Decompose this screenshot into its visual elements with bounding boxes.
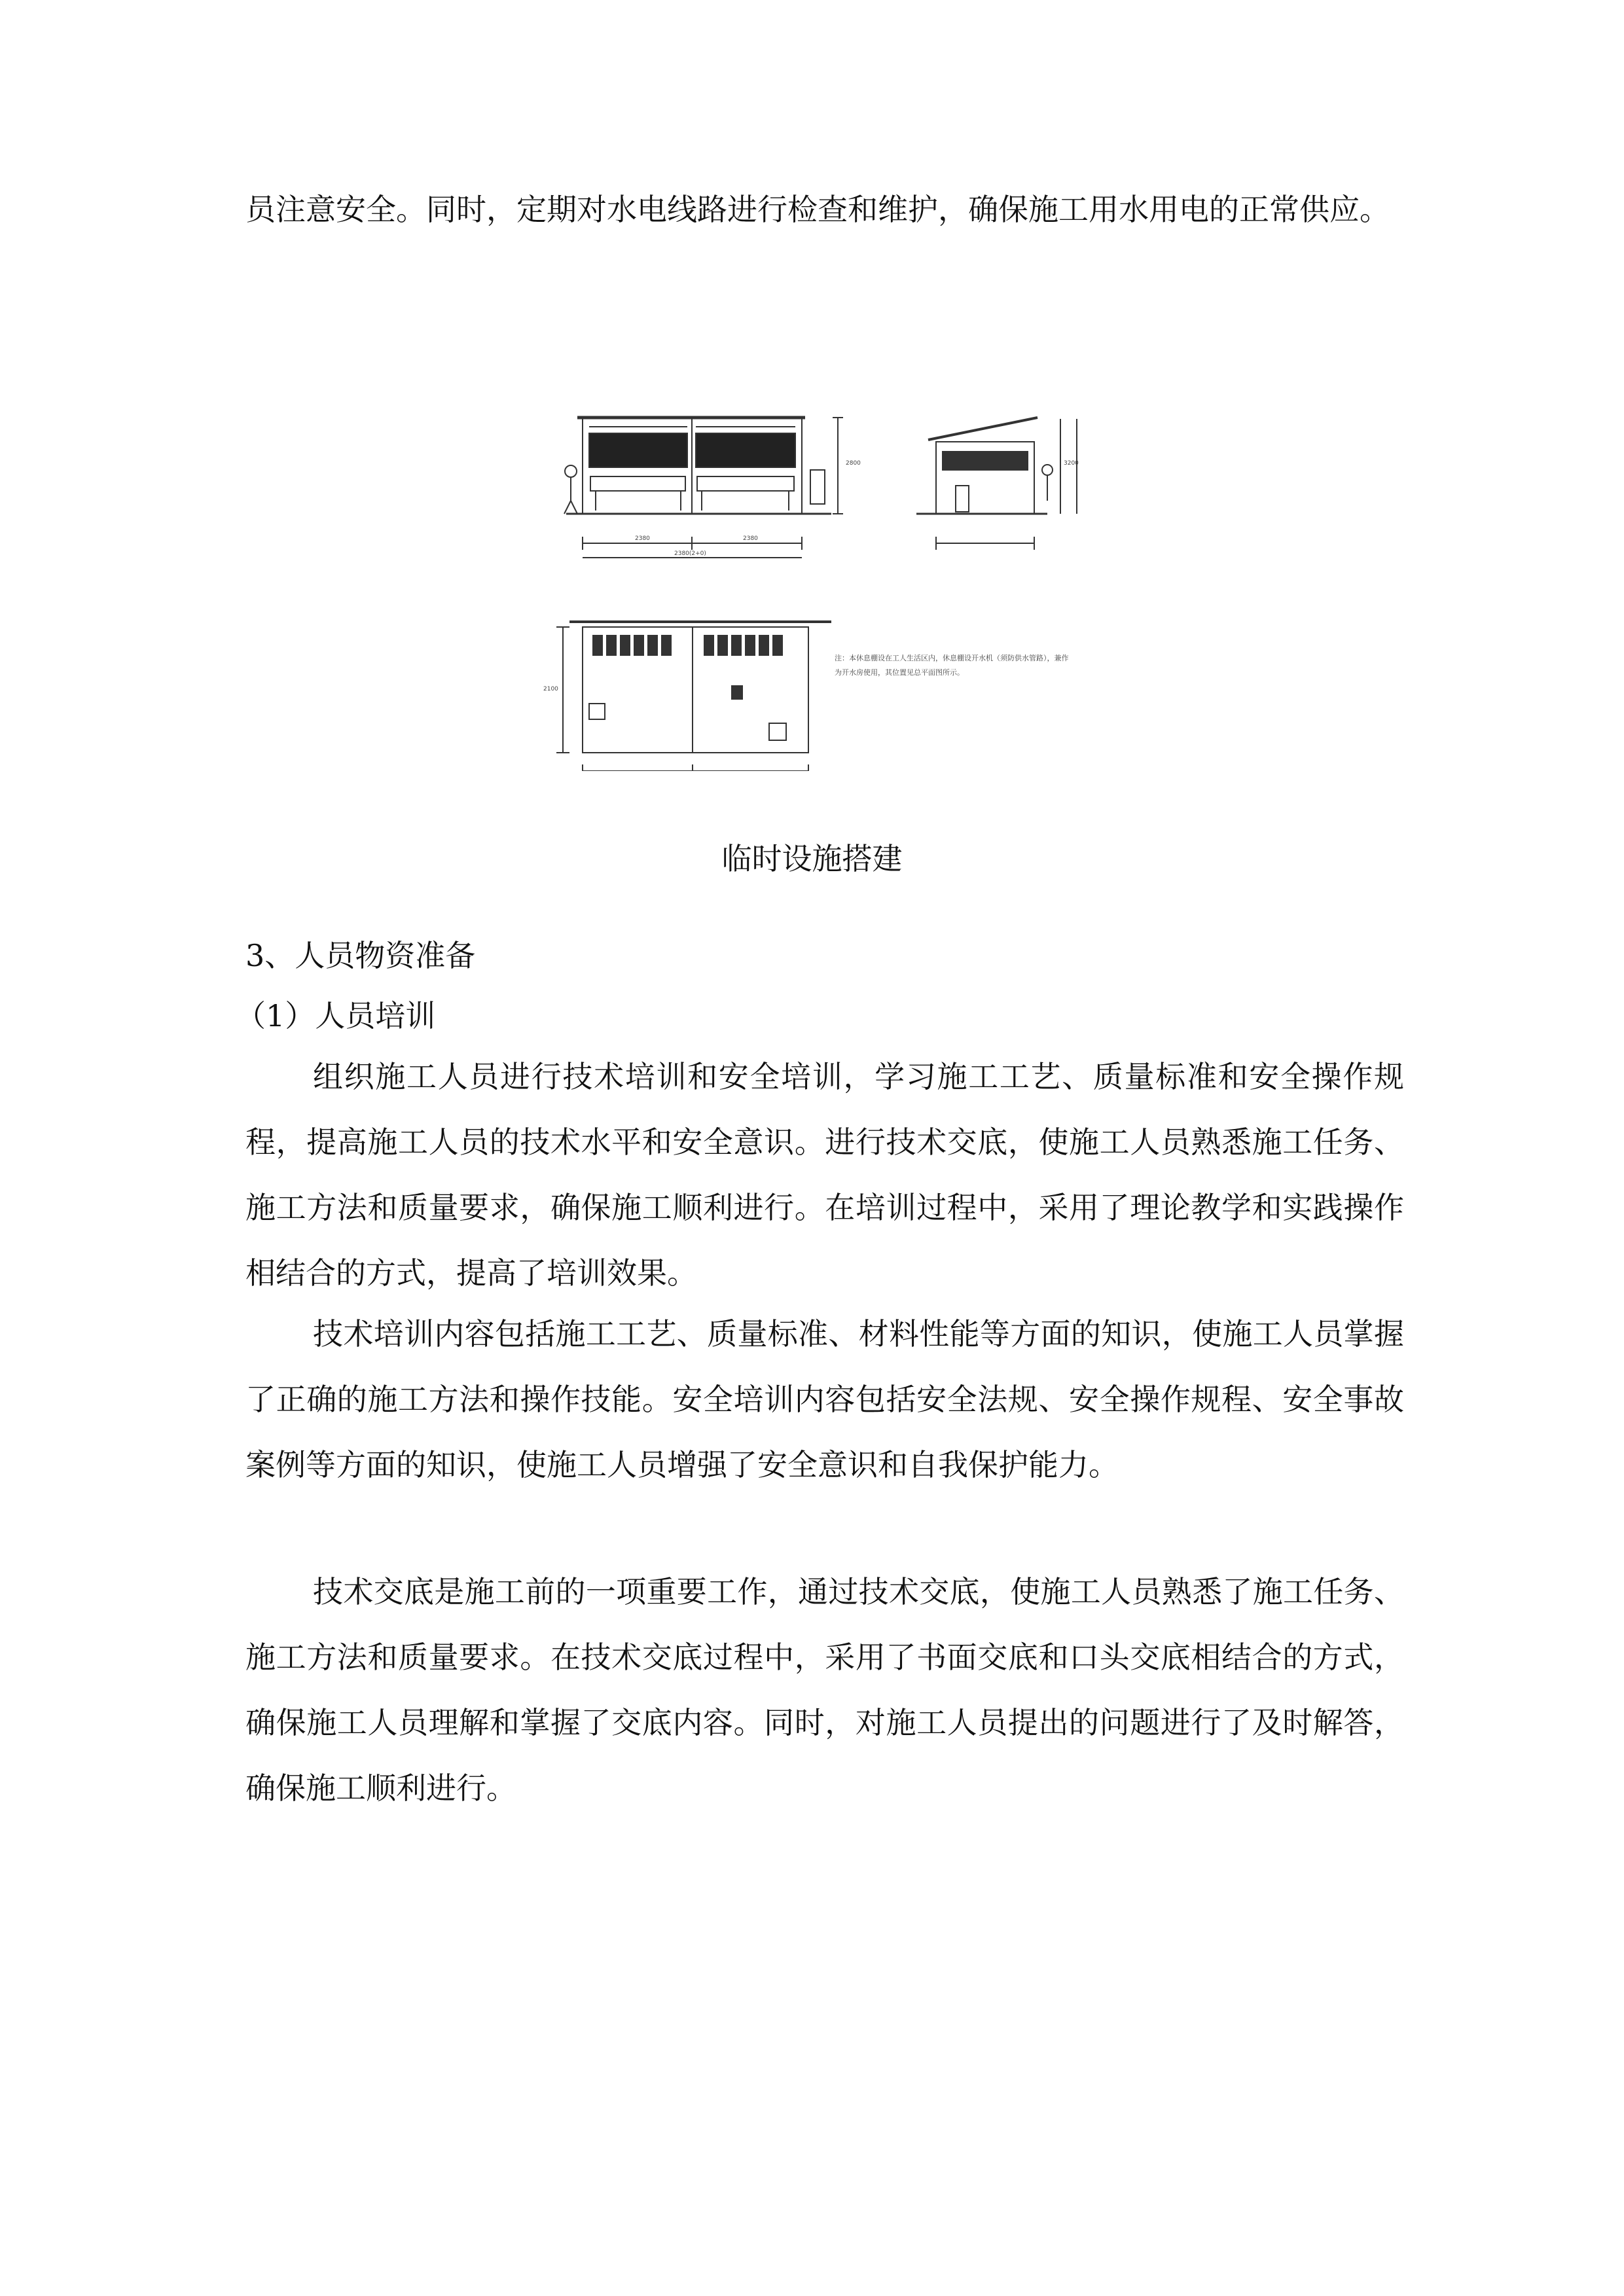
dim-label-total: 2380(2+0) <box>674 550 706 557</box>
paragraph-technical-briefing: 技术交底是施工前的一项重要工作，通过技术交底，使施工人员熟悉了施工任务、施工方法和质量要求。在技术交底过程中，采用了书面交底和口头交底相结合的方式，确保施工人员理解和掌握了交底内容。同时，对施工人员提出的问题进行了及时解答，确保施工顺利进行。 <box>245 1574 1404 1806</box>
side-elevation-view <box>916 418 1077 550</box>
temporary-facility-drawing <box>524 393 1103 771</box>
dim-label-depth: 2100 <box>543 686 558 692</box>
front-elevation-view <box>564 418 843 558</box>
section-heading-3: 3、人员物资准备 <box>245 938 476 973</box>
paragraph-training-overview: 组织施工人员进行技术培训和安全培训，学习施工工艺、质量标准和安全操作规程，提高施工人员的技术水平和安全意识。进行技术交底，使施工人员熟悉施工任务、施工方法和质量要求，确保施工顺利进行。在培训过程中，采用了理论教学和实践操作相结合的方式，提高了培训效果。 <box>245 1059 1404 1291</box>
dim-label-a: 2380 <box>635 535 650 542</box>
paragraph-water-electricity: 员注意安全。同时，定期对水电线路进行检查和维护，确保施工用水用电的正常供应。 <box>245 192 1390 227</box>
drawing-svg <box>524 393 1103 771</box>
dim-label-h1: 2800 <box>846 460 861 467</box>
dim-label-h2: 3200 <box>1064 460 1079 467</box>
drawing-note: 注：本休息棚设在工人生活区内，休息棚设开水机（须防供水管路），兼作为开水房使用，其位置见总平面图所示。 <box>835 654 1069 677</box>
subsection-heading-personnel-training: （1）人员培训 <box>236 998 436 1033</box>
dim-label-b: 2380 <box>743 535 758 542</box>
figure-caption: 临时设施搭建 <box>721 841 903 876</box>
paragraph-training-content: 技术培训内容包括施工工艺、质量标准、材料性能等方面的知识，使施工人员掌握了正确的施工方法和操作技能。安全培训内容包括安全法规、安全操作规程、安全事故案例等方面的知识，使施工人员增强了安全意识和自我保护能力。 <box>245 1316 1404 1482</box>
